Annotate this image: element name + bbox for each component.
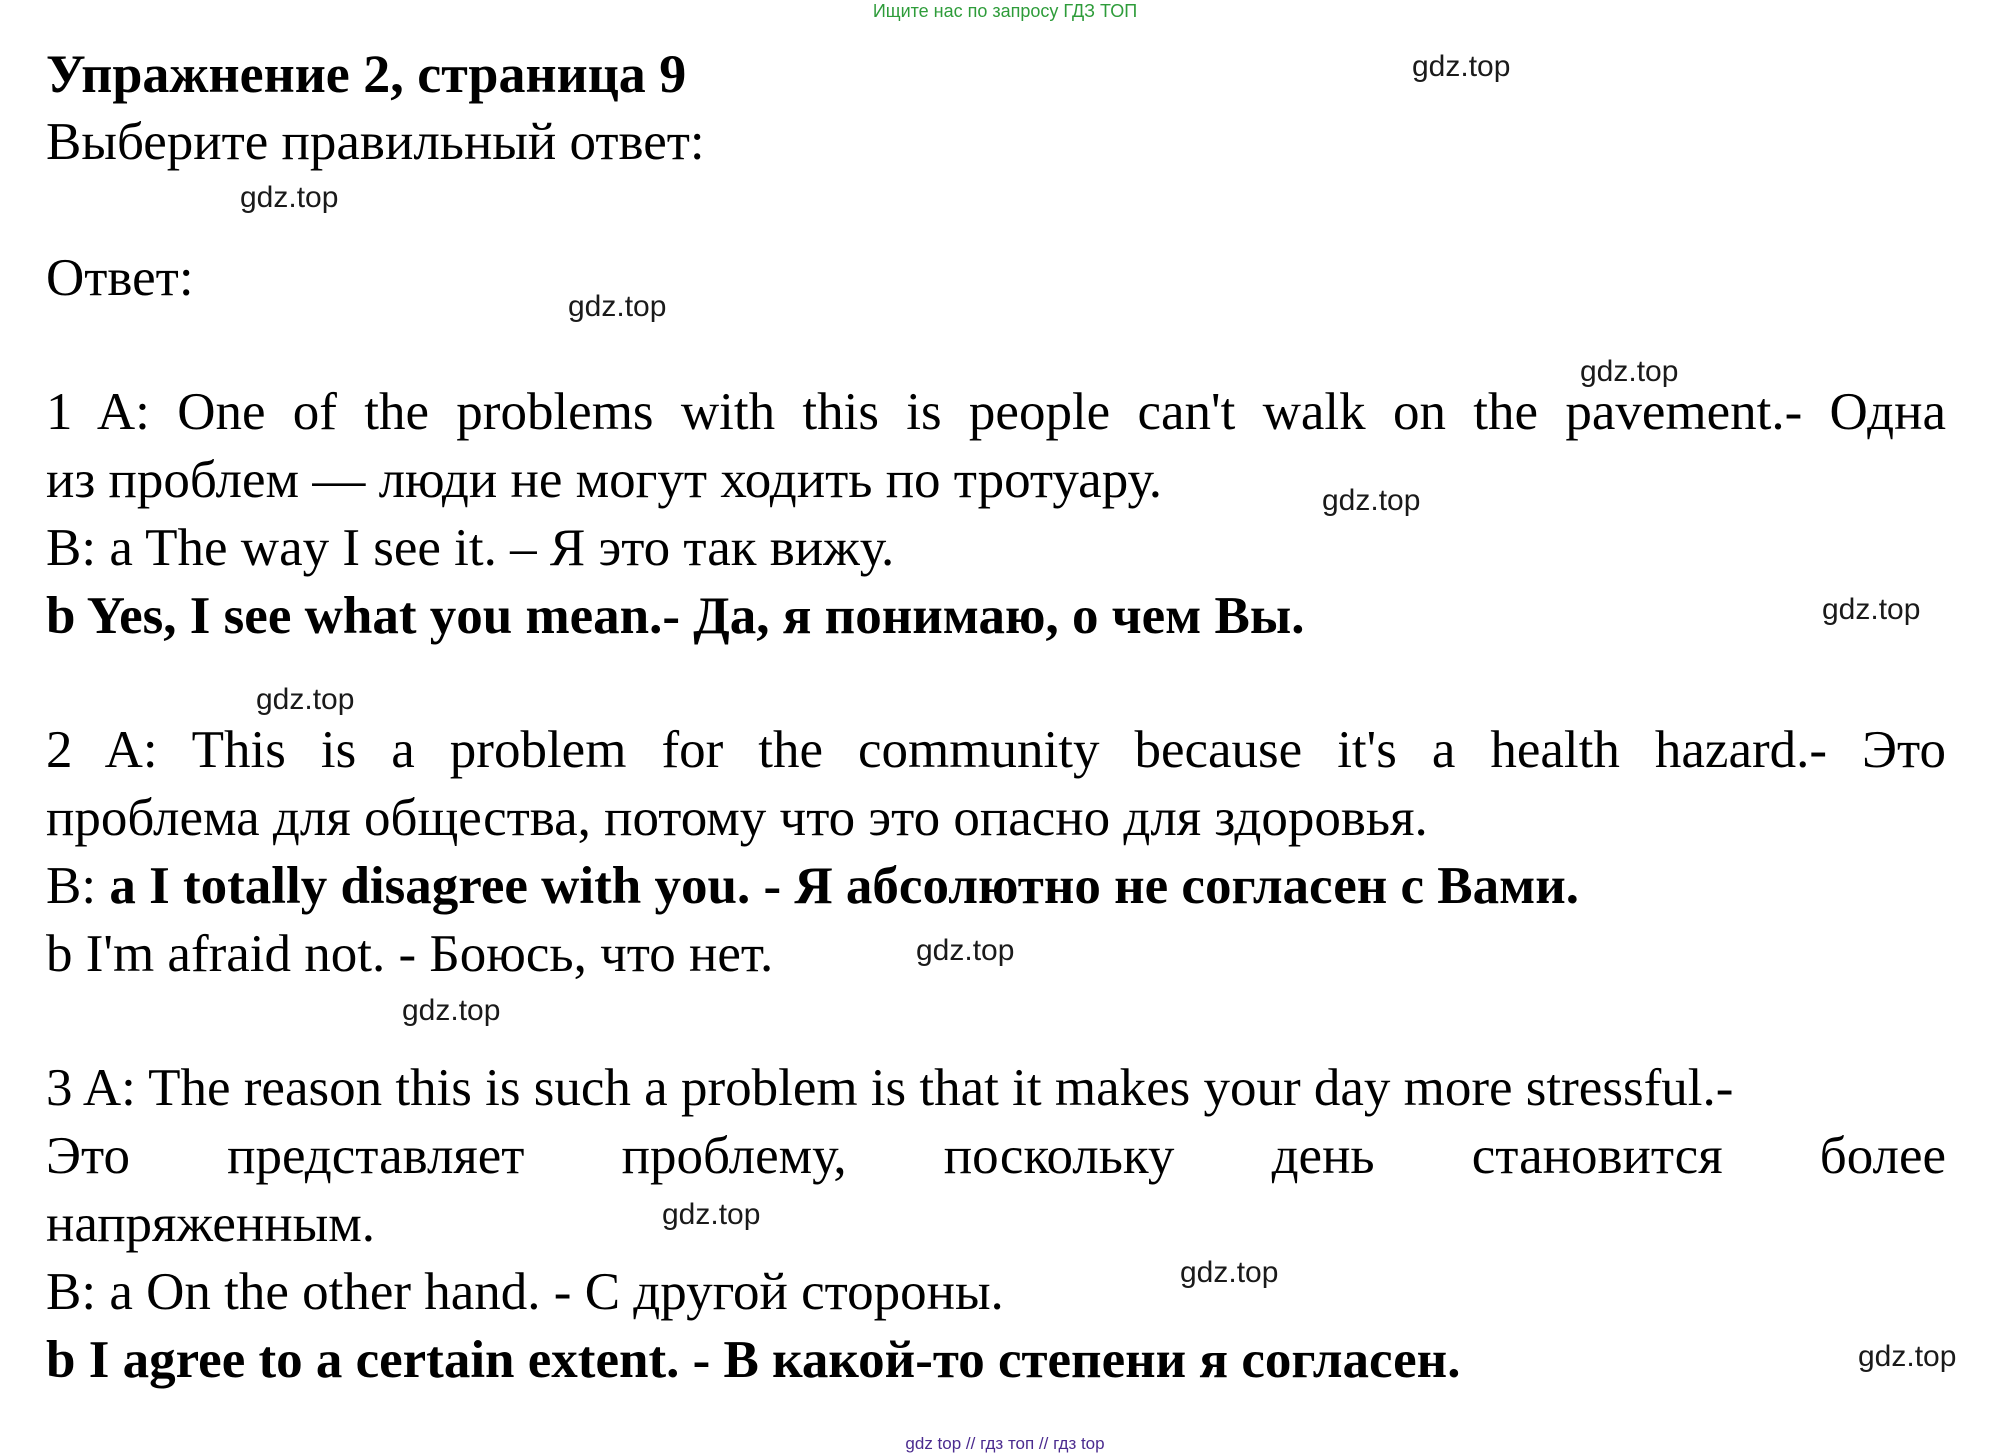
watermark: gdz.top: [1858, 1340, 1957, 1373]
item-1-option-b-correct: b Yes, I see what you mean.- Да, я понимаю, о чем Вы.: [46, 587, 1305, 645]
watermark: gdz.top: [568, 290, 667, 323]
dialogue-item-1: [46, 378, 1946, 650]
item-1-option-a: B: a The way I see it. – Я это так вижу.: [46, 519, 895, 577]
watermark: gdz.top: [1322, 484, 1421, 517]
watermark: gdz.top: [1180, 1256, 1279, 1289]
watermark: gdz.top: [1580, 355, 1679, 388]
top-banner: Ищите нас по запросу ГДЗ ТОП: [872, 1, 1138, 21]
watermark: gdz.top: [1412, 50, 1511, 83]
exercise-instruction: Выберите правильный ответ:: [46, 113, 705, 171]
watermark: gdz.top: [916, 934, 1015, 967]
bottom-banner: gdz top // гдз топ // гдз top: [905, 1434, 1105, 1453]
item-3-statement-line-2: Это представляет проблему, поскольку день становится более: [46, 1127, 1946, 1185]
item-1-statement-line-1: 1 A: One of the problems with this is people can't walk on the pavement.- Одна: [46, 383, 1946, 441]
watermark: gdz.top: [402, 994, 501, 1027]
watermark: gdz.top: [256, 683, 355, 716]
exercise-content: [46, 40, 1946, 1394]
item-2-option-b: b I'm afraid not. - Боюсь, что нет.: [46, 925, 774, 983]
answer-label: Ответ:: [46, 249, 194, 307]
item-3-statement-line-1: 3 A: The reason this is such a problem is that it makes your day more stressful.-: [46, 1059, 1734, 1117]
item-2-option-a-row: [46, 852, 1946, 920]
item-2-statement-line-2: проблема для общества, потому что это опасно для здоровья.: [46, 789, 1428, 847]
item-3-option-b-correct: b I agree to a certain extent. - В какой-то степени я согласен.: [46, 1331, 1461, 1389]
watermark: gdz.top: [662, 1198, 761, 1231]
item-2-statement-line-1: 2 A: This is a problem for the community because it's a health hazard.- Это: [46, 721, 1946, 779]
dialogue-item-3: [46, 1054, 1946, 1394]
item-2-option-a-correct: a I totally disagree with you. - Я абсолютно не согласен с Вами.: [109, 857, 1580, 915]
exercise-title: Упражнение 2, страница 9: [46, 44, 687, 104]
watermark: gdz.top: [240, 181, 339, 214]
item-1-statement-line-2: из проблем — люди не могут ходить по тротуару.: [46, 451, 1162, 509]
item-3-statement-line-3: напряженным.: [46, 1195, 375, 1253]
watermark: gdz.top: [1822, 593, 1921, 626]
item-3-option-a: B: a On the other hand. - С другой стороны.: [46, 1263, 1004, 1321]
item-2-speaker-b: B:: [46, 857, 110, 915]
